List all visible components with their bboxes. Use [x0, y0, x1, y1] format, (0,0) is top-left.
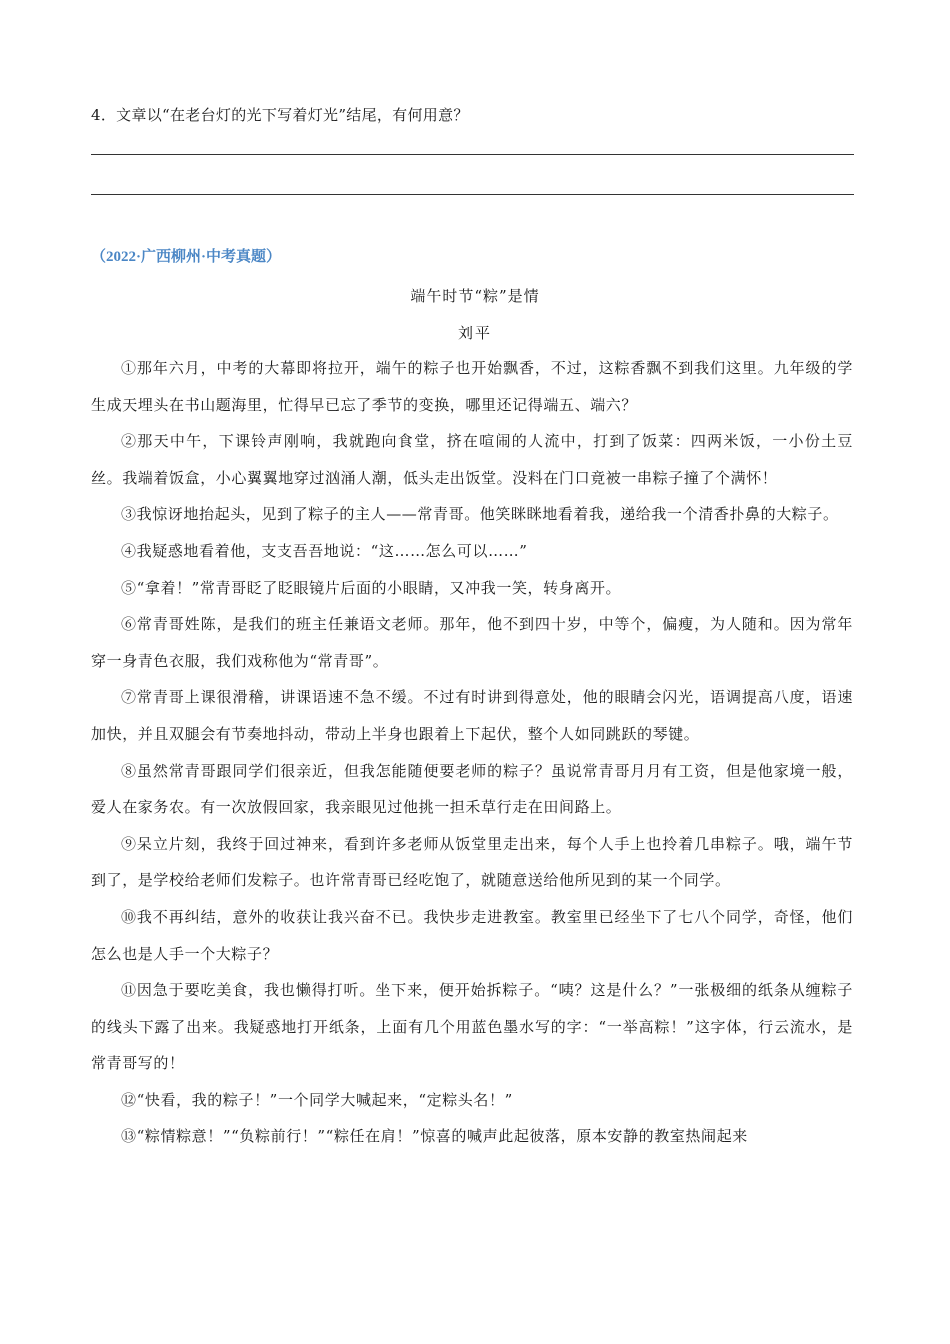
- paragraph-4: ④我疑惑地看着他，支支吾吾地说：“这……怎么可以……”: [121, 541, 528, 560]
- paragraph-8: ⑧虽然常青哥跟同学们很亲近，但我怎能随便要老师的粽子？虽说常青哥月月有工资，但是他家境一般，爱人在家务农。有一次放假回家，我亲眼见过他挑一担禾草行走在田间路上。: [91, 761, 853, 817]
- paragraph-11: ⑪因急于要吃美食，我也懒得打听。坐下来，便开始拆粽子。“咦？这是什么？”一张极细的纸条从缠粽子的线头下露了出来。我疑惑地打开纸条，上面有几个用蓝色墨水写的字：“一举高粽！”这字体，行云流水，是常青哥写的！: [91, 981, 853, 1073]
- answer-line[interactable]: [91, 154, 854, 155]
- answer-line[interactable]: [91, 194, 854, 195]
- paragraph-2: ②那天中午，下课铃声刚响，我就跑向食堂，挤在喧闹的人流中，打到了饭菜：四两米饭，一小份土豆丝。我端着饭盒，小心翼翼地穿过汹涌人潮，低头走出饭堂。没料在门口竟被一串粽子撞了个满怀！: [91, 432, 853, 487]
- exam-source-label: （2022·广西柳州·中考真题）: [91, 249, 282, 265]
- paragraph-10: ⑩我不再纠结，意外的收获让我兴奋不已。我快步走进教室。教室里已经坐下了七八个同学，奇怪，他们怎么也是人手一个大粽子？: [91, 907, 853, 963]
- paragraph-6: ⑥常青哥姓陈，是我们的班主任兼语文老师。那年，他不到四十岁，中等个，偏瘦，为人随和。因为常年穿一身青色衣服，我们戏称他为“常青哥”。: [91, 615, 853, 670]
- article-author: 刘平: [457, 324, 492, 342]
- question-4: 4．文章以“在老台灯的光下写着灯光”结尾，有何用意？: [91, 106, 469, 124]
- paragraph-9: ⑨呆立片刻，我终于回过神来，看到许多老师从饭堂里走出来，每个人手上也拎着几串粽子。哦，端午节到了，是学校给老师们发粽子。也许常青哥已经吃饱了，就随意送给他所见到的某一个同学。: [91, 834, 853, 890]
- paragraph-3: ③我惊讶地抬起头，见到了粽子的主人——常青哥。他笑眯眯地看着我，递给我一个清香扑鼻的大粽子。: [121, 505, 839, 524]
- article-title: 端午时节“粽”是情: [410, 287, 540, 305]
- paragraph-12: ⑫“快看，我的粽子！”一个同学大喊起来，“定粽头名！”: [121, 1090, 513, 1109]
- paragraph-1: ①那年六月，中考的大幕即将拉开，端午的粽子也开始飘香，不过，这粽香飘不到我们这里。九年级的学生成天埋头在书山题海里，忙得早已忘了季节的变换，哪里还记得端五、端六？: [91, 359, 853, 414]
- article-body: [91, 350, 853, 1155]
- paragraph-7: ⑦常青哥上课很滑稽，讲课语速不急不缓。不过有时讲到得意处，他的眼睛会闪光，语调提高八度，语速加快，并且双腿会有节奏地抖动，带动上半身也跟着上下起伏，整个人如同跳跃的琴键。: [91, 688, 853, 743]
- paragraph-5: ⑤“拿着！”常青哥眨了眨眼镜片后面的小眼睛，又冲我一笑，转身离开。: [121, 578, 622, 597]
- paragraph-13: ⑬“粽情粽意！”“负粽前行！”“粽任在肩！”惊喜的喊声此起彼落，原本安静的教室热闹起来: [121, 1127, 748, 1146]
